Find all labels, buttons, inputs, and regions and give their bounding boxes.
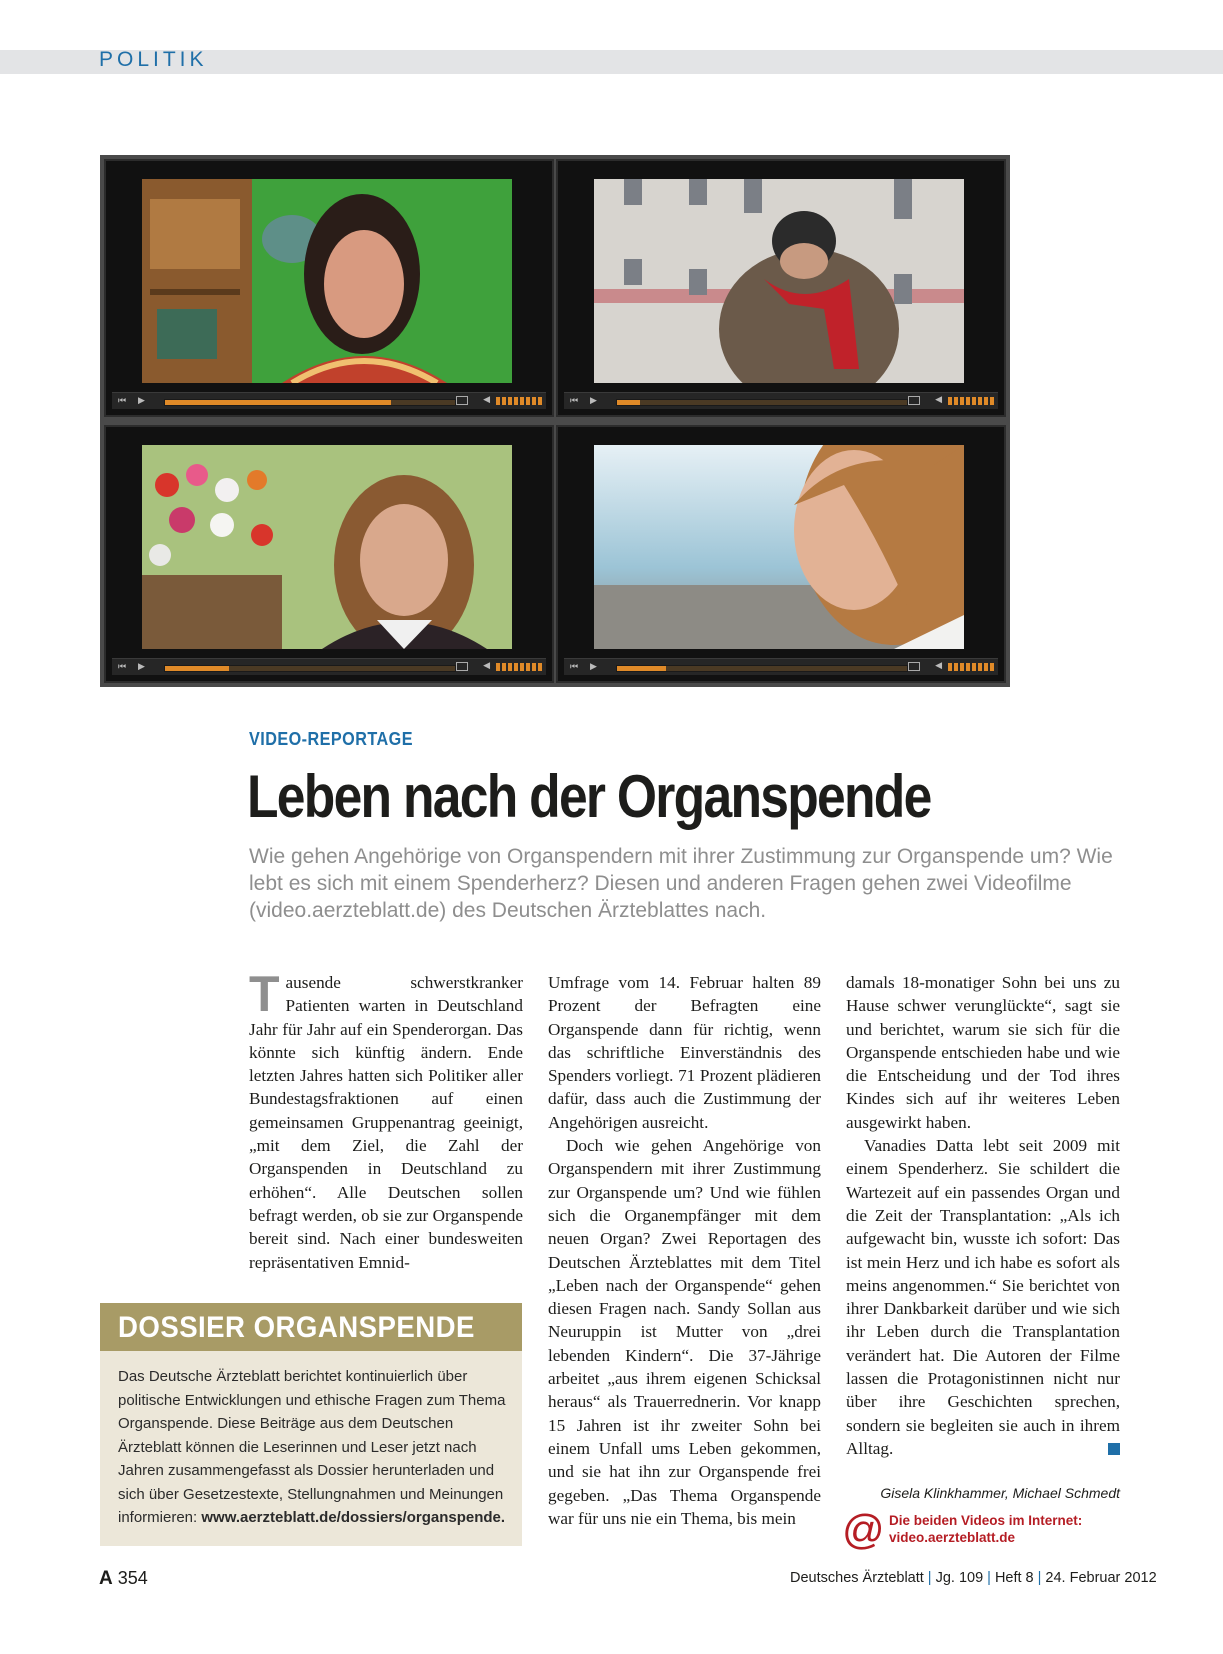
play-icon[interactable]: ▶: [590, 396, 597, 406]
speaker-icon[interactable]: ◀: [483, 661, 490, 671]
progress-fill: [617, 400, 640, 405]
progress-fill: [165, 400, 391, 405]
video-controls: [112, 392, 546, 409]
footer-date: 24. Februar 2012: [1045, 1570, 1157, 1586]
page-prefix: A: [99, 1568, 113, 1589]
end-mark-icon: [1108, 1443, 1120, 1455]
video-still-1: [142, 179, 512, 383]
video-player-4[interactable]: [556, 425, 1006, 683]
video-still-2: [594, 179, 964, 383]
footer-issue: Heft 8: [994, 1570, 1034, 1586]
footer-separator: |: [987, 1570, 991, 1586]
progress-fill: [165, 666, 229, 671]
footer-separator: |: [927, 1570, 932, 1586]
footer-journal: Deutsches Ärzteblatt: [790, 1570, 924, 1586]
at-icon: @: [842, 1506, 885, 1553]
skip-back-icon[interactable]: ⏮: [570, 396, 579, 406]
footer-volume: Jg. 109: [935, 1570, 984, 1586]
speaker-icon[interactable]: ◀: [935, 661, 942, 671]
dossier-title: DOSSIER ORGANSPENDE: [118, 1311, 475, 1344]
page-number-value: 354: [117, 1568, 148, 1588]
fullscreen-icon[interactable]: [908, 396, 920, 405]
video-controls: [112, 658, 546, 675]
fullscreen-icon[interactable]: [456, 396, 468, 405]
video-grid: [100, 155, 1010, 687]
article-column-3: [846, 971, 1120, 1460]
paragraph-1b: Umfrage vom 14. Februar halten 89 Prozent der Befragten eine Organspende dann für richtig, wenn das schriftliche Einverständnis des Spenders vorliegt. 71 Prozent plädieren dafür, dass auch die Zustimmung der Angehörigen ausreicht.: [548, 973, 821, 1132]
paragraph-2b: damals 18-monatiger Sohn bei uns zu Hause schwer verunglückte“, sagt sie und berichtet, warum sie sich für die Organspende entschieden habe und wie die Entscheidung und der Tod ihres Kindes sich auf ihr weiteres Leben ausgewirkt haben.: [846, 973, 1120, 1132]
internet-note-link[interactable]: video.aerzteblatt.de: [889, 1530, 1016, 1545]
volume-meter[interactable]: [948, 397, 994, 405]
dossier-link[interactable]: www.aerzteblatt.de/dossiers/organspende.: [201, 1509, 506, 1526]
volume-meter[interactable]: [948, 663, 994, 671]
video-player-2[interactable]: [556, 159, 1006, 417]
speaker-icon[interactable]: ◀: [935, 395, 942, 405]
dossier-body-text: Das Deutsche Ärzteblatt berichtet kontinuierlich über politische Entwicklungen und ethische Fragen zum Thema Organspende. Diese Beiträge aus dem Deutschen Ärzteblatt können die Leserinnen und Leser jetzt nach Jahren zusammengefasst als Dossier herunterladen und sich über Gesetzestexte, Stellungnahmen und Meinungen informieren:: [118, 1368, 506, 1526]
video-still-3: [142, 445, 512, 649]
play-icon[interactable]: ▶: [590, 662, 597, 672]
article-column-1: [249, 966, 523, 1274]
progress-bar[interactable]: [616, 399, 908, 406]
fullscreen-icon[interactable]: [456, 662, 468, 671]
video-player-3[interactable]: [104, 425, 554, 683]
dossier-header: [100, 1303, 522, 1351]
footer-separator: |: [1037, 1570, 1042, 1586]
article-headline: Leben nach der Organspende: [247, 763, 931, 830]
volume-meter[interactable]: [496, 397, 542, 405]
paragraph-3: Vanadies Datta lebt seit 2009 mit einem Spenderherz. Sie schildert die Wartezeit auf ein passendes Organ und die Zeit der Transplantation: „Als ich aufgewacht bin, wusste ich sofort: Das ist mein Herz und ich habe es sofort als meins angenommen.“ Sie berichtet von ihrer Dankbarkeit darüber und wie sich ihr Leben durch die Transplantation verändert hat. Die Autoren der Filme lassen die Protagonistinnen nicht nur über ihre Geschichten sprechen, sondern sie begleiten sie auch in ihrem Alltag.: [846, 1136, 1120, 1458]
volume-meter[interactable]: [496, 663, 542, 671]
dropcap: T: [249, 966, 280, 1022]
skip-back-icon[interactable]: ⏮: [118, 396, 127, 406]
skip-back-icon[interactable]: ⏮: [118, 662, 127, 672]
progress-bar[interactable]: [164, 399, 456, 406]
article-column-2: [548, 971, 821, 1530]
progress-fill: [617, 666, 666, 671]
paragraph-1a: ausende schwerstkranker Patienten warten in Deutschland Jahr für Jahr auf ein Spenderorgan. Das könnte sich künftig ändern. Ende letzten Jahres hatten sich Politiker aller Bundestagsfraktionen auf einen gemeinsamen Gruppenantrag geeinigt, „mit dem Ziel, die Zahl der Organspenden in Deutschland zu erhöhen“. Alle Deutschen sollen befragt werden, ob sie zur Organspende bereit sind. Nach einer bundesweiten repräsentativen Emnid-: [249, 973, 523, 1272]
speaker-icon[interactable]: ◀: [483, 395, 490, 405]
progress-bar[interactable]: [164, 665, 456, 672]
dossier-box: [100, 1351, 522, 1546]
section-label: POLITIK: [99, 48, 208, 71]
paragraph-2a: Doch wie gehen Angehörige von Organspendern mit ihrer Zustimmung zur Organspende um? Und wie fühlen sich die Organempfänger mit dem neuen Organ? Zwei Reportagen des Deutschen Ärzteblattes mit dem Titel „Leben nach der Organspende“ gehen diesen Fragen nach. Sandy Sollan aus Neuruppin ist Mutter von „drei lebenden Kindern“. Die 37-Jährige arbeitet „aus ihrem eigenen Schicksal heraus“ als Trauerrednerin. Vor knapp 15 Jahren ist ihr zweiter Sohn bei einem Unfall ums Leben gekommen, und sie hat ihn zur Organspende frei gegeben. „Das Thema Organspende war für uns nie ein Thema, bis mein: [548, 1136, 821, 1528]
footer-reference: [790, 1570, 1157, 1586]
dossier-text: [118, 1365, 506, 1530]
play-icon[interactable]: ▶: [138, 396, 145, 406]
video-controls: [564, 392, 998, 409]
article-deck: Wie gehen Angehörige von Organspendern mit ihrer Zustimmung zur Organspende um? Wie lebt es sich mit einem Spenderherz? Diesen und anderen Fragen gehen zwei Videofilme (video.aerzteblatt.de) des Deutschen Ärzteblattes nach.: [249, 845, 1113, 922]
play-icon[interactable]: ▶: [138, 662, 145, 672]
fullscreen-icon[interactable]: [908, 662, 920, 671]
progress-bar[interactable]: [616, 665, 908, 672]
video-player-1[interactable]: [104, 159, 554, 417]
internet-note: [889, 1512, 1082, 1546]
skip-back-icon[interactable]: ⏮: [570, 662, 579, 672]
article-kicker: VIDEO-REPORTAGE: [249, 729, 413, 749]
video-still-4: [594, 445, 964, 649]
video-controls: [564, 658, 998, 675]
page-number: [99, 1568, 148, 1590]
internet-note-line1: Die beiden Videos im Internet:: [889, 1513, 1083, 1528]
article-authors: Gisela Klinkhammer, Michael Schmedt: [880, 1485, 1120, 1501]
